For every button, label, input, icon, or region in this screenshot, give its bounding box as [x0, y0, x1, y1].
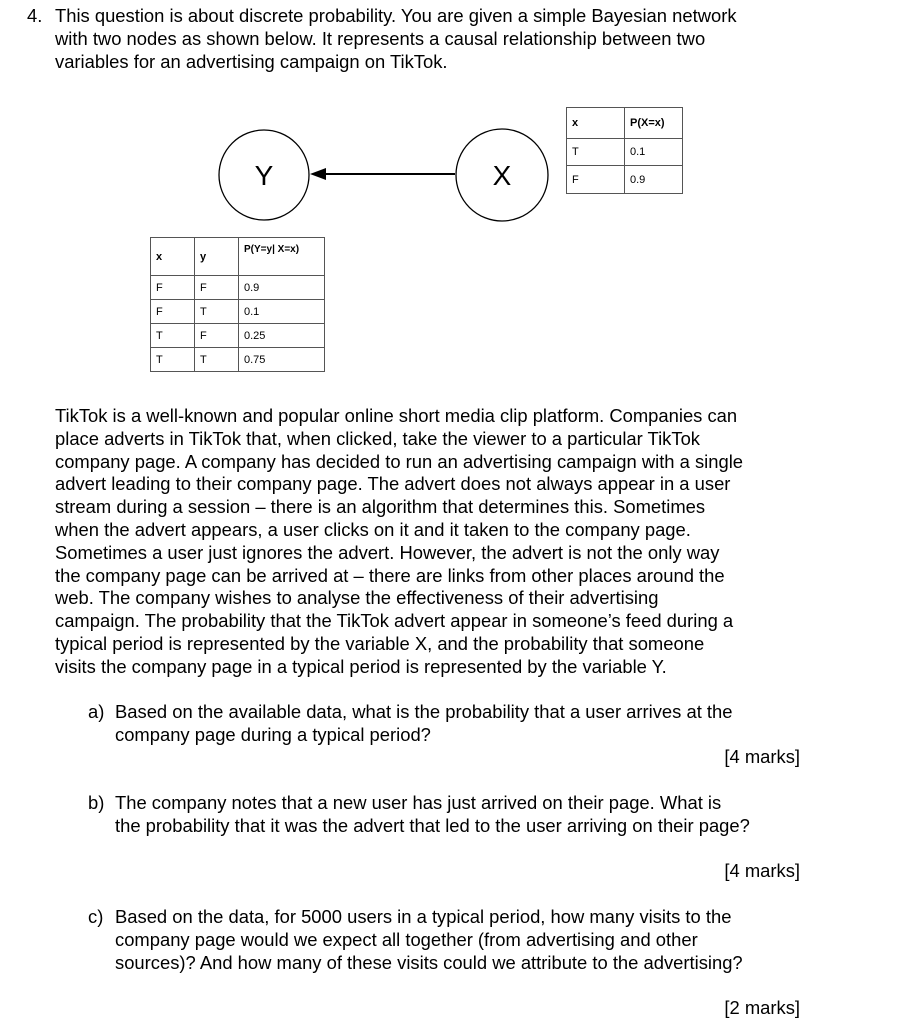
table-cell: T: [151, 324, 195, 348]
node-x: [456, 129, 548, 221]
part-label: a): [88, 701, 105, 722]
table-cell: 0.9: [239, 276, 325, 300]
part-line: The company notes that a new user has just arrived on their page. What is: [115, 792, 722, 813]
table-row: [567, 139, 683, 166]
table-row: [151, 300, 325, 324]
table-row: [567, 166, 683, 194]
edge-arrow-x-to-y: [310, 168, 455, 180]
node-y-label: Y: [254, 160, 274, 191]
table-cell: T: [151, 348, 195, 372]
table-row: [151, 276, 325, 300]
paragraph-line: typical period is represented by the variable X, and the probability that someone: [55, 632, 705, 654]
table-header: P(X=x): [625, 108, 683, 139]
scenario-paragraph: [55, 405, 743, 679]
bayesian-network-diagram: [0, 100, 903, 230]
table-cell: 0.25: [239, 324, 325, 348]
paragraph-line: Sometimes a user just ignores the advert. However, the advert is not the only way: [55, 541, 720, 563]
table-cell: 0.75: [239, 348, 325, 372]
node-y: [219, 130, 309, 220]
paragraph-line: company page. A company has decided to run an advertising campaign with a single: [55, 450, 744, 472]
paragraph-line: campaign. The probability that the TikTok advert appear in someone’s feed during a: [55, 610, 734, 632]
marks-part-a: [4 marks]: [724, 746, 800, 767]
table-cell: T: [195, 300, 239, 324]
intro-line: with two nodes as shown below. It represents a causal relationship between two: [55, 27, 706, 49]
table-cell: 0.9: [625, 166, 683, 194]
paragraph-line: advert leading to their company page. The advert does not always appear in a user: [55, 473, 731, 495]
table-cell: F: [195, 324, 239, 348]
paragraph-line: when the advert appears, a user clicks on it and it taken to the company page.: [55, 518, 691, 540]
table-header: x: [151, 238, 195, 276]
table-cell: T: [195, 348, 239, 372]
question-number: 4.: [27, 5, 43, 26]
part-label: c): [88, 906, 104, 927]
paragraph-line: stream during a session – there is an algorithm that determines this. Sometimes: [55, 496, 706, 518]
part-line: the probability that it was the advert that led to the user arriving on their page?: [115, 814, 750, 836]
paragraph-line: the company page can be arrived at – there are links from other places around the: [55, 564, 725, 586]
table-row: [151, 348, 325, 372]
question-intro: [55, 5, 737, 73]
marks-part-b: [4 marks]: [724, 860, 800, 881]
table-header: y: [195, 238, 239, 276]
intro-line: variables for an advertising campaign on TikTok.: [55, 50, 448, 72]
paragraph-line: TikTok is a well-known and popular online short media clip platform. Companies can: [55, 405, 738, 426]
table-header: x: [567, 108, 625, 139]
table-cell: F: [151, 276, 195, 300]
part-label: b): [88, 792, 105, 813]
prior-x-table: [566, 107, 683, 194]
node-x-label: X: [492, 160, 512, 191]
part-line: Based on the available data, what is the probability that a user arrives at the: [115, 701, 733, 722]
conditional-y-given-x-table: [150, 237, 325, 372]
paragraph-line: place adverts in TikTok that, when clicked, take the viewer to a particular TikTok: [55, 427, 700, 449]
table-cell: F: [567, 166, 625, 194]
part-line: company page would we expect all together (from advertising and other: [115, 928, 698, 950]
table-header: P(Y=y| X=x): [239, 238, 325, 276]
table-cell: T: [567, 139, 625, 166]
table-cell: 0.1: [239, 300, 325, 324]
paragraph-line: web. The company wishes to analyse the effectiveness of their advertising: [55, 587, 659, 609]
table-cell: F: [151, 300, 195, 324]
part-line: Based on the data, for 5000 users in a typical period, how many visits to the: [115, 906, 732, 927]
marks-part-c: [2 marks]: [724, 997, 800, 1018]
table-cell: F: [195, 276, 239, 300]
table-row: [151, 324, 325, 348]
part-line: sources)? And how many of these visits could we attribute to the advertising?: [115, 951, 743, 973]
part-line: company page during a typical period?: [115, 723, 431, 745]
intro-line: This question is about discrete probability. You are given a simple Bayesian network: [55, 5, 737, 26]
paragraph-line: visits the company page in a typical period is represented by the variable Y.: [55, 655, 667, 677]
table-cell: 0.1: [625, 139, 683, 166]
